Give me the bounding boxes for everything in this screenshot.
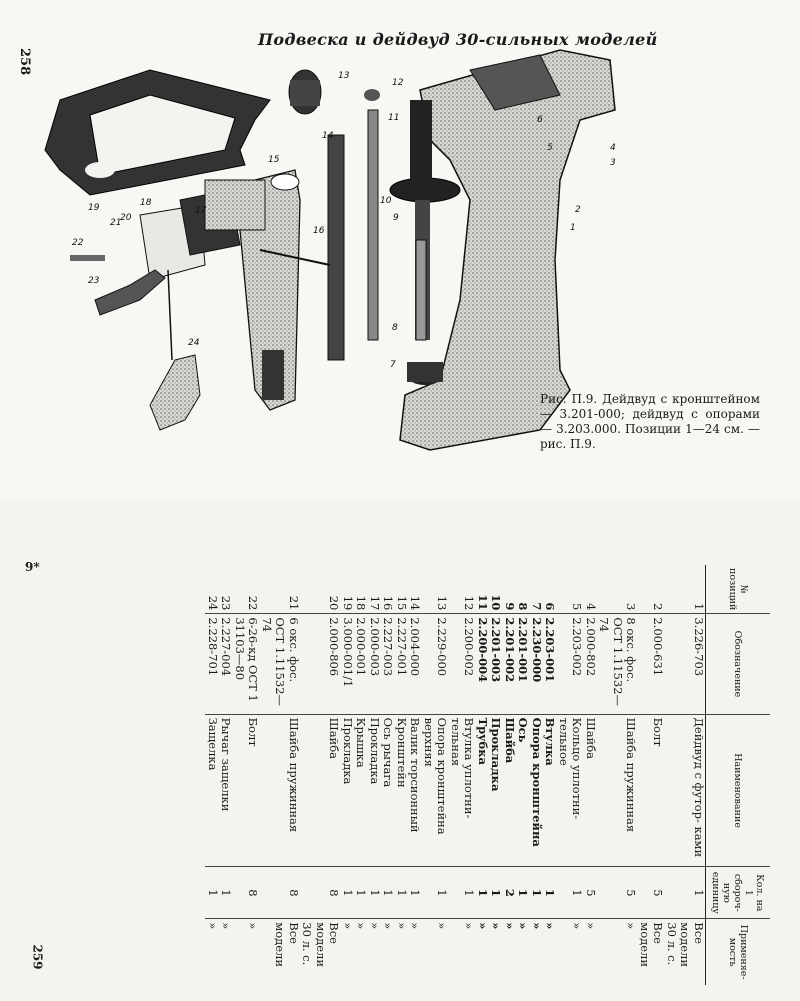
row-position: 3 <box>597 565 638 614</box>
header-quantity: Кол. на 1 сбороч- ную единицу <box>706 867 771 919</box>
row-position: 12 <box>449 565 476 614</box>
row-applicability: » <box>381 922 396 930</box>
svg-text:6: 6 <box>537 115 543 125</box>
row-applicability: » <box>395 922 409 930</box>
row-applicability: » <box>246 922 261 930</box>
row-designation: 2.004-000 <box>408 614 422 714</box>
row-position: 5 <box>557 565 584 614</box>
row-position: 18 <box>354 565 368 614</box>
row-quantity: 1 <box>449 867 476 919</box>
page-header-title: Подвеска и дейдвуд 30-сильных моделей <box>258 30 658 49</box>
table-row <box>368 565 382 985</box>
table-row <box>557 565 584 985</box>
row-designation: 6 окс. фос. ОСТ 1.11532—74 <box>260 614 301 714</box>
row-applicability: » <box>462 922 477 930</box>
svg-text:5: 5 <box>547 143 553 153</box>
table-row <box>219 565 233 985</box>
svg-text:3: 3 <box>610 158 616 168</box>
row-name: Болт <box>638 714 665 867</box>
row-applicability: » <box>584 922 598 930</box>
row-applicability: » <box>408 922 423 930</box>
row-applicability: » <box>489 922 504 930</box>
svg-text:7: 7 <box>390 360 396 370</box>
table-row <box>489 565 503 985</box>
row-applicability: » <box>354 922 369 930</box>
row-designation: 2.203-002 <box>557 614 584 714</box>
row-position: 7 <box>530 565 544 614</box>
svg-text:17: 17 <box>195 206 207 216</box>
row-position: 10 <box>489 565 503 614</box>
row-quantity: 1 <box>395 867 409 919</box>
row-designation: 2.201-002 <box>503 614 517 714</box>
row-position: 2 <box>638 565 665 614</box>
row-quantity: 1 <box>368 867 382 919</box>
table-row <box>543 565 557 985</box>
row-position: 22 <box>233 565 260 614</box>
row-position: 14 <box>408 565 422 614</box>
row-position: 8 <box>516 565 530 614</box>
svg-text:15: 15 <box>268 155 280 165</box>
row-applicability: » <box>543 922 558 930</box>
row-name: Ось рычага <box>381 714 395 867</box>
row-name: Валик торсионный <box>408 714 422 867</box>
row-designation: 2.201-001 <box>516 614 530 714</box>
table-row <box>584 565 598 985</box>
row-designation: 8 окс. фос. ОСТ 1.11532—74 <box>597 614 638 714</box>
table-row <box>476 565 490 985</box>
row-name: Шайба <box>503 714 517 867</box>
row-applicability: » <box>435 922 450 930</box>
row-quantity: 2 <box>503 867 517 919</box>
svg-text:12: 12 <box>392 78 404 88</box>
row-applicability: Все модели <box>273 922 301 968</box>
row-quantity: 1 <box>354 867 368 919</box>
row-applicability: » <box>219 922 234 930</box>
row-name: Дейдвуд с футор- ками <box>665 714 706 867</box>
row-applicability: » <box>503 922 517 930</box>
table-row <box>597 565 638 985</box>
header-applicability: Применяе- мость <box>706 919 771 985</box>
svg-text:16: 16 <box>313 226 325 236</box>
row-name: Опора кронштейна <box>530 714 544 867</box>
row-name: Шайба <box>300 714 341 867</box>
svg-text:21: 21 <box>110 218 122 228</box>
row-position: 15 <box>395 565 409 614</box>
table-row <box>422 565 449 985</box>
row-designation: 3.000-001/1 <box>341 614 355 714</box>
table-row <box>503 565 517 985</box>
parts-table-rotated <box>60 565 770 985</box>
svg-text:22: 22 <box>72 238 84 248</box>
figure-caption: Рис. П.9. Дейдвуд с кронштейном — 3.201-000; дейдвуд с опорами — 3.203.000. Позиции 1—24 см. — рис. П.9. <box>540 392 760 451</box>
row-name: Кольцо уплотни- тельное <box>557 714 584 867</box>
svg-text:8: 8 <box>392 323 398 333</box>
row-applicability: » <box>206 922 220 930</box>
row-name: Прокладка <box>368 714 382 867</box>
row-quantity: 8 <box>300 867 341 919</box>
row-designation: 2.200-002 <box>449 614 476 714</box>
row-quantity: 1 <box>476 867 490 919</box>
row-quantity: 1 <box>557 867 584 919</box>
row-designation: 2.227-001 <box>395 614 409 714</box>
row-designation: 2.229-000 <box>422 614 449 714</box>
row-designation: 2.227-003 <box>381 614 395 714</box>
row-applicability: » <box>341 922 355 930</box>
row-name: Шайба пружинная <box>260 714 301 867</box>
row-applicability: » <box>530 922 544 930</box>
header-position: № позиций <box>706 565 771 614</box>
row-quantity: 1 <box>530 867 544 919</box>
row-name: Прокладка <box>341 714 355 867</box>
row-designation: 2.203-001 <box>543 614 557 714</box>
row-quantity: 5 <box>638 867 665 919</box>
row-position: 11 <box>476 565 490 614</box>
table-header-row <box>706 565 771 985</box>
row-quantity: 1 <box>516 867 530 919</box>
table-row <box>260 565 301 985</box>
row-designation: 3.226-703 <box>665 614 706 714</box>
page-number-left: 258 <box>17 48 32 76</box>
row-designation: 6-26-кд ОСТ 1 31103—80 <box>233 614 260 714</box>
svg-text:13: 13 <box>338 71 350 81</box>
header-name: Наименование <box>706 714 771 867</box>
page-number-right: 259 <box>30 944 45 970</box>
table-row <box>381 565 395 985</box>
row-applicability: » <box>624 922 639 930</box>
row-name: Рычаг защелки <box>219 714 233 867</box>
table-row <box>638 565 665 985</box>
svg-text:24: 24 <box>188 338 200 348</box>
parts-table-body <box>206 565 706 985</box>
row-position: 13 <box>422 565 449 614</box>
row-name: Втулка уплотни- тельная <box>449 714 476 867</box>
row-position: 23 <box>219 565 233 614</box>
row-position: 9 <box>503 565 517 614</box>
row-name: Защелка <box>206 714 220 867</box>
row-quantity: 1 <box>543 867 557 919</box>
signature-mark: 9* <box>25 560 40 574</box>
row-quantity: 8 <box>233 867 260 919</box>
row-position: 16 <box>381 565 395 614</box>
svg-text:1: 1 <box>570 223 576 233</box>
row-position: 4 <box>584 565 598 614</box>
row-quantity: 1 <box>665 867 706 919</box>
header-designation: Обозначение <box>706 614 771 714</box>
row-designation: 2.200-004 <box>476 614 490 714</box>
row-name: Кронштейн <box>395 714 409 867</box>
row-designation: 2.227-004 <box>219 614 233 714</box>
row-quantity: 1 <box>219 867 233 919</box>
svg-text:18: 18 <box>140 198 152 208</box>
table-row <box>233 565 260 985</box>
svg-text:20: 20 <box>120 213 132 223</box>
svg-text:9: 9 <box>393 213 399 223</box>
row-quantity: 8 <box>260 867 301 919</box>
row-quantity: 1 <box>206 867 220 919</box>
svg-text:19: 19 <box>88 203 100 213</box>
row-position: 6 <box>543 565 557 614</box>
table-row <box>530 565 544 985</box>
row-designation: 2.000-802 <box>584 614 598 714</box>
parts-table <box>206 565 771 985</box>
row-name: Ось <box>516 714 530 867</box>
table-row <box>300 565 341 985</box>
row-designation: 2.230-000 <box>530 614 544 714</box>
row-applicability: Все модели 30 л. с. <box>300 922 342 968</box>
row-quantity: 1 <box>422 867 449 919</box>
row-designation: 2.000-631 <box>638 614 665 714</box>
row-applicability: Все модели <box>638 922 666 968</box>
svg-text:10: 10 <box>380 196 392 206</box>
table-row <box>516 565 530 985</box>
row-name: Шайба пружинная <box>597 714 638 867</box>
row-position: 19 <box>341 565 355 614</box>
row-name: Болт <box>233 714 260 867</box>
svg-text:4: 4 <box>610 143 616 153</box>
table-row <box>354 565 368 985</box>
page-258 <box>0 0 800 500</box>
row-position: 17 <box>368 565 382 614</box>
row-name: Втулка <box>543 714 557 867</box>
svg-text:11: 11 <box>388 113 400 123</box>
table-row <box>665 565 706 985</box>
table-row <box>341 565 355 985</box>
row-name: Крышка <box>354 714 368 867</box>
row-name: Прокладка <box>489 714 503 867</box>
table-row <box>206 565 220 985</box>
row-position: 24 <box>206 565 220 614</box>
gasket-drawing <box>45 70 270 195</box>
upper-support-drawing <box>289 70 380 114</box>
row-designation: 2.201-003 <box>489 614 503 714</box>
row-quantity: 1 <box>341 867 355 919</box>
row-name: Трубка <box>476 714 490 867</box>
row-quantity: 1 <box>408 867 422 919</box>
row-name: Опора кронштейна верхняя <box>422 714 449 867</box>
row-applicability: » <box>570 922 585 930</box>
row-quantity: 1 <box>489 867 503 919</box>
row-designation: 2.000-003 <box>368 614 382 714</box>
svg-text:23: 23 <box>88 276 100 286</box>
row-applicability: » <box>516 922 531 930</box>
row-designation: 2.228-701 <box>206 614 220 714</box>
row-name: Шайба <box>584 714 598 867</box>
svg-text:14: 14 <box>322 131 334 141</box>
row-quantity: 5 <box>597 867 638 919</box>
table-row <box>449 565 476 985</box>
row-position: 21 <box>260 565 301 614</box>
row-quantity: 1 <box>381 867 395 919</box>
row-designation: 2.000-806 <box>300 614 341 714</box>
row-designation: 2.000-001 <box>354 614 368 714</box>
row-applicability: » <box>476 922 490 930</box>
svg-text:2: 2 <box>575 205 581 215</box>
row-quantity: 5 <box>584 867 598 919</box>
row-position: 1 <box>665 565 706 614</box>
row-applicability: Все модели 30 л. с. <box>665 922 706 968</box>
row-applicability: » <box>368 922 382 930</box>
row-position: 20 <box>300 565 341 614</box>
table-row <box>395 565 409 985</box>
table-row <box>408 565 422 985</box>
